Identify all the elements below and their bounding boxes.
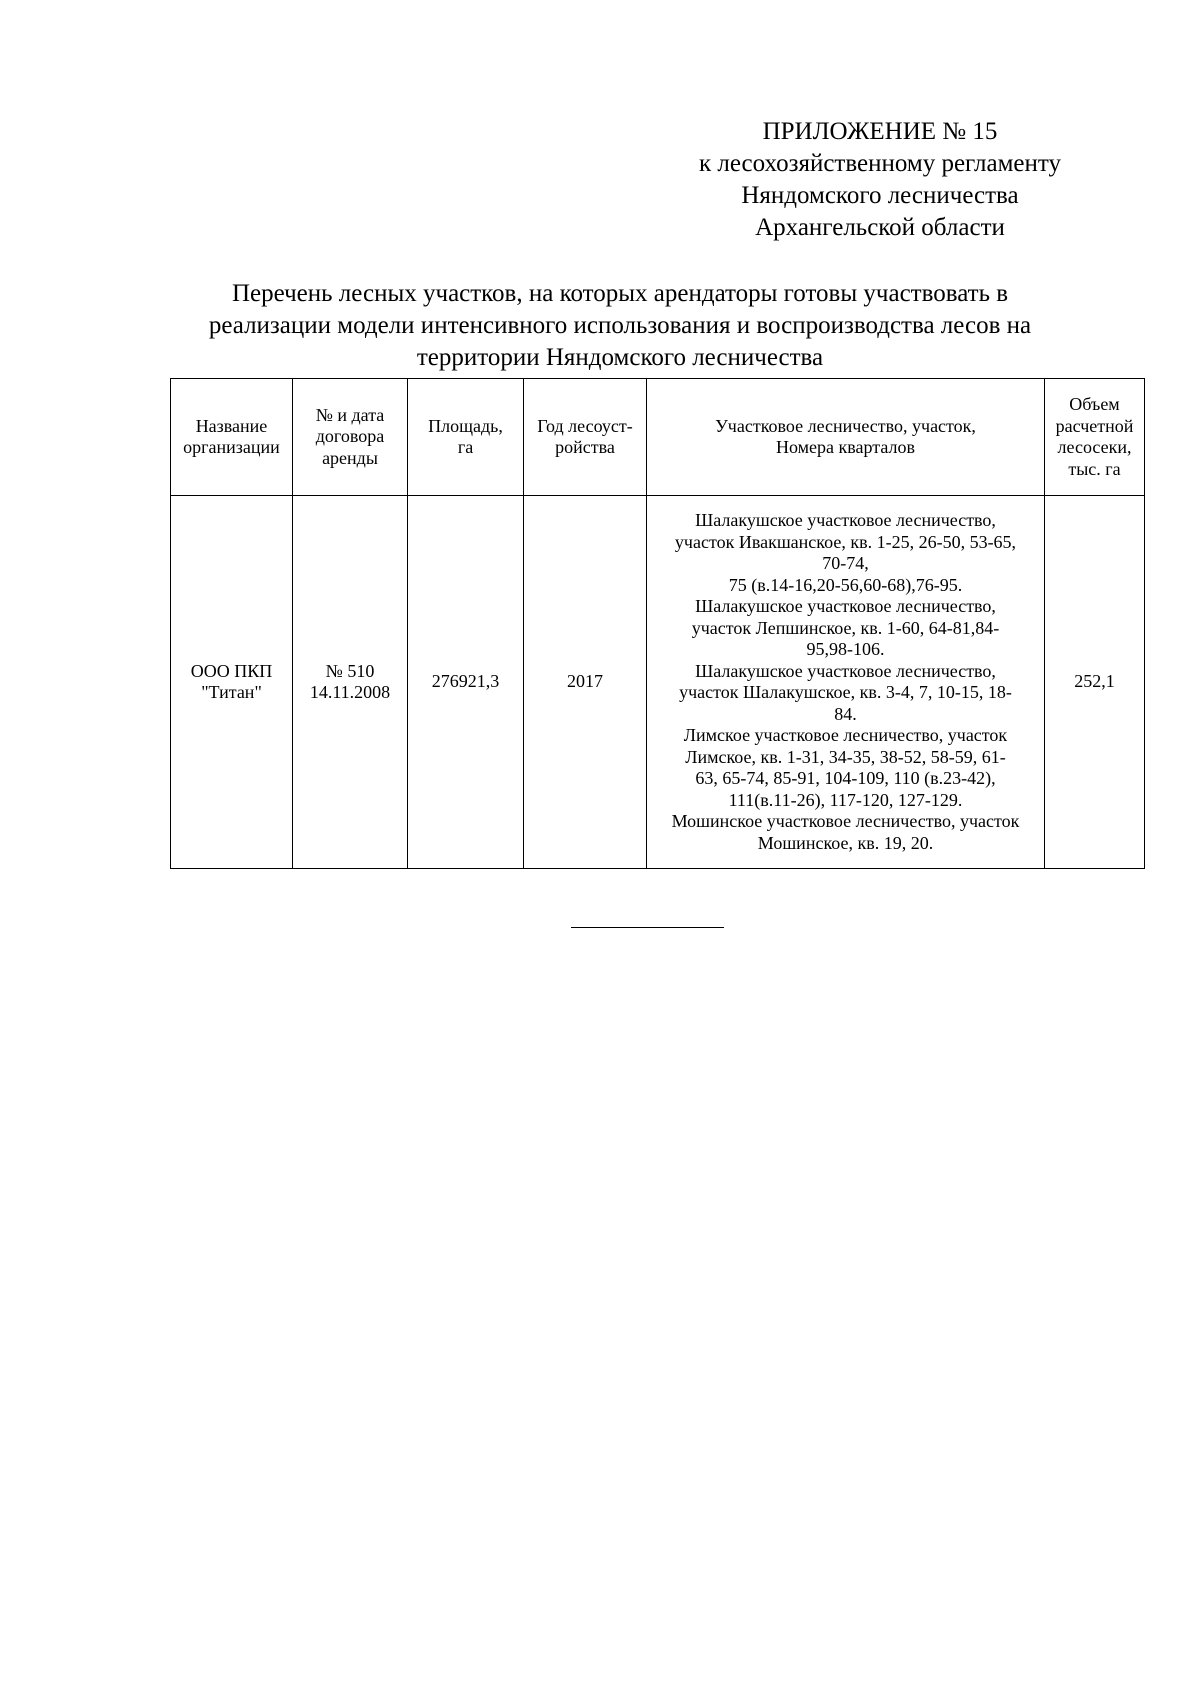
plot-line: Мошинское участковое лесничество, участок	[671, 811, 1020, 831]
appendix-number: ПРИЛОЖЕНИЕ № 15	[762, 118, 998, 145]
appendix-reference: к лесохозяйственному регламенту	[698, 150, 1062, 177]
document-title	[140, 278, 1100, 374]
plot-line: участок Ивакшанское, кв. 1-25, 26-50, 53-65,	[674, 531, 1017, 552]
plot-line: 111(в.11-26), 117-120, 127-129.	[728, 789, 963, 810]
table-row	[171, 496, 1145, 869]
plot-line: участок Лепшинское, кв. 1-60, 64-81,84-	[691, 617, 1000, 638]
plot-line: Мошинское, кв. 19, 20.	[757, 832, 934, 853]
header-inventory-year: Год лесоуст- ройства	[524, 379, 647, 496]
header-organization: Название организации	[171, 379, 293, 496]
plot-line: 84.	[834, 703, 857, 724]
header-area: Площадь, га	[408, 379, 524, 496]
title-line: территории Няндомского лесничества	[416, 344, 824, 371]
plot-line: Шалакушское участковое лесничество,	[695, 660, 996, 681]
cell-inventory-year: 2017	[524, 496, 647, 869]
end-of-document-rule	[571, 927, 724, 928]
appendix-forestry: Няндомского лесничества	[741, 182, 1019, 209]
plot-line: 95,98-106.	[806, 639, 885, 659]
appendix-block	[640, 116, 1120, 244]
plot-line: Шалакушское участковое лесничество,	[695, 510, 996, 530]
plot-line: 75 (в.14-16,20-56,60-68),76-95.	[728, 574, 963, 595]
header-cutting-volume: Объем расчетной лесосеки, тыс. га	[1045, 379, 1145, 496]
title-line: Перечень лесных участков, на которых арендаторы готовы участвовать в	[231, 280, 1009, 307]
cell-area: 276921,3	[408, 496, 524, 869]
cell-organization: ООО ПКП "Титан"	[171, 496, 293, 869]
header-contract: № и дата договора аренды	[293, 379, 408, 496]
forest-plots-table	[170, 378, 1145, 869]
cell-plots	[647, 496, 1045, 869]
plot-line: 63, 65-74, 85-91, 104-109, 110 (в.23-42),	[695, 768, 996, 788]
table-header-row	[171, 379, 1145, 496]
header-plots: Участковое лесничество, участок, Номера кварталов	[647, 379, 1045, 496]
plot-line: Лимское участковое лесничество, участок	[683, 725, 1008, 745]
plot-line: Лимское, кв. 1-31, 34-35, 38-52, 58-59, 61-	[685, 746, 1006, 767]
cell-cutting-volume: 252,1	[1045, 496, 1145, 869]
cell-contract: № 510 14.11.2008	[293, 496, 408, 869]
title-line: реализации модели интенсивного использования и воспроизводства лесов на	[208, 312, 1032, 339]
appendix-region: Архангельской области	[755, 214, 1005, 241]
plot-line: 70-74,	[822, 553, 869, 573]
plot-line: Шалакушское участковое лесничество,	[695, 596, 996, 616]
plot-line: участок Шалакушское, кв. 3-4, 7, 10-15, 18-	[679, 682, 1012, 702]
